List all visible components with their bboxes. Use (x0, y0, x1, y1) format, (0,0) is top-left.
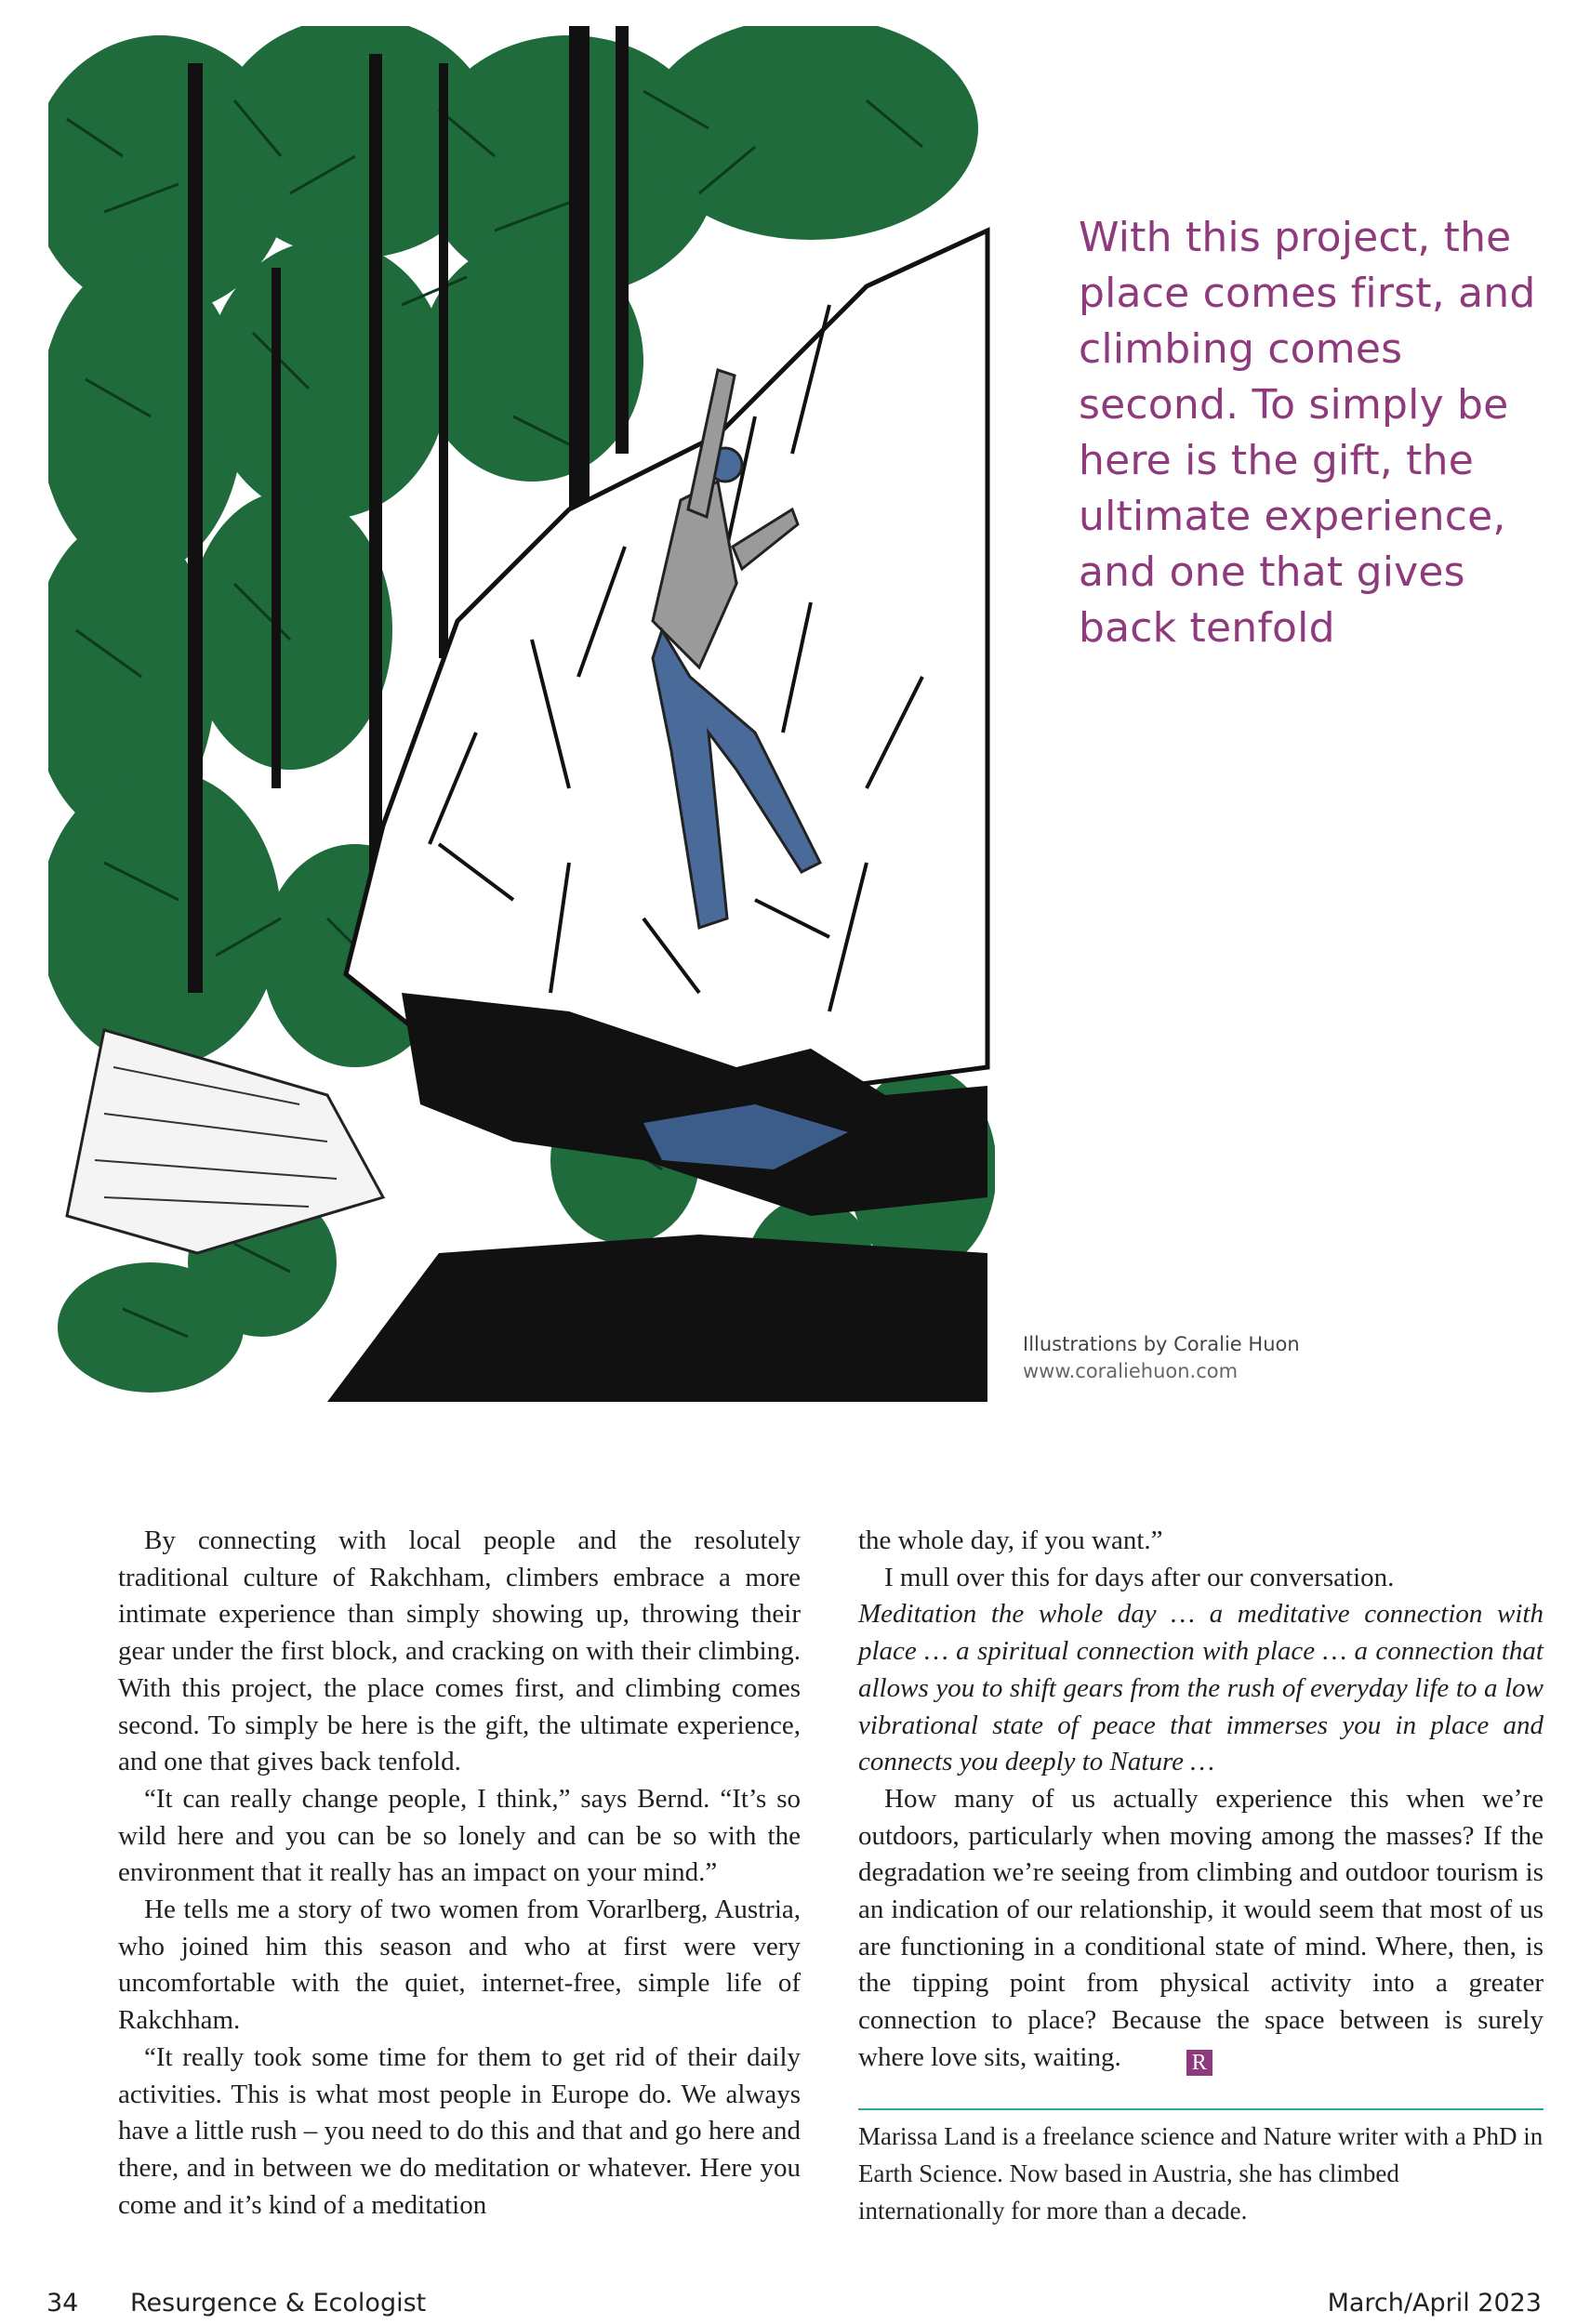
credit-url: www.coraliehuon.com (1023, 1360, 1239, 1382)
paragraph: By connecting with local people and the resolutely traditional culture of Rakchham, climbers embrace a more intimate experience than simply showing up, throwing their gear under the first block, and cracking on with their climbing. With this project, the place comes first, and climbing comes second. To simply be here is the gift, the ultimate experience, and one that gives back tenfold. (118, 1525, 801, 1777)
paragraph: I mull over this for days after our conversation. (884, 1562, 1395, 1592)
closing-paragraph-text: How many of us actually experience this when we’re outdoors, particularly when moving among the masses? If the degradation we’re seeing from climbing and outdoor tourism is an indication of our relationship, it would seem that most of us are functioning in a conditional state of mind. Where, then, is the tipping point from physical activity into a greater connection to place? Because the space between is surely where love sits, waiting. (858, 1783, 1544, 2072)
bio-divider (858, 2108, 1544, 2110)
climbing-illustration (48, 26, 995, 1402)
end-mark-icon: R (1186, 2050, 1212, 2076)
paragraph: He tells me a story of two women from Vorarlberg, Austria, who joined him this season and who at first were very uncomfortable with the quiet, internet-free, simple life of Rakchham. (118, 1895, 801, 2036)
paragraph: the whole day, if you want.” (858, 1525, 1163, 1555)
paragraph: “It really took some time for them to get rid of their daily activities. This is what most people in Europe do. We always have a little rush – you need to do this and that and go here and there, and in between we do meditation or whatever. Here you come and it’s kind of a meditation (118, 2041, 801, 2220)
illustration-credits (1023, 1331, 1413, 1385)
paragraph (858, 1781, 1544, 2077)
pull-quote: With this project, the place comes first, and climbing comes second. To simply be here is the gift, the ultimate experience, and one that gives back tenfold (1079, 214, 1536, 652)
article-left-column (118, 1523, 801, 2224)
illustration-art (48, 26, 995, 1402)
author-bio: Marissa Land is a freelance science and Nature writer with a PhD in Earth Science. Now based in Austria, she has climbed internationally for more than a decade. (858, 2122, 1544, 2225)
credit-line: Illustrations by Coralie Huon (1023, 1333, 1300, 1355)
magazine-name: Resurgence & Ecologist (130, 2289, 427, 2317)
page-number: 34 (46, 2289, 79, 2317)
italic-paragraph: Meditation the whole day … a meditative connection with place … a spiritual connection with place … a connection that allows you to shift gears from the rush of everyday life to a low vibrational state of peace that immerses you in place and connects you deeply to Nature … (858, 1599, 1544, 1777)
issue-date: March/April 2023 (1327, 2289, 1542, 2317)
paragraph: “It can really change people, I think,” says Bernd. “It’s so wild here and you can be so lonely and can be so with the environment that it really has an impact on your mind.” (118, 1783, 801, 1888)
article-right-column (858, 1523, 1544, 2077)
